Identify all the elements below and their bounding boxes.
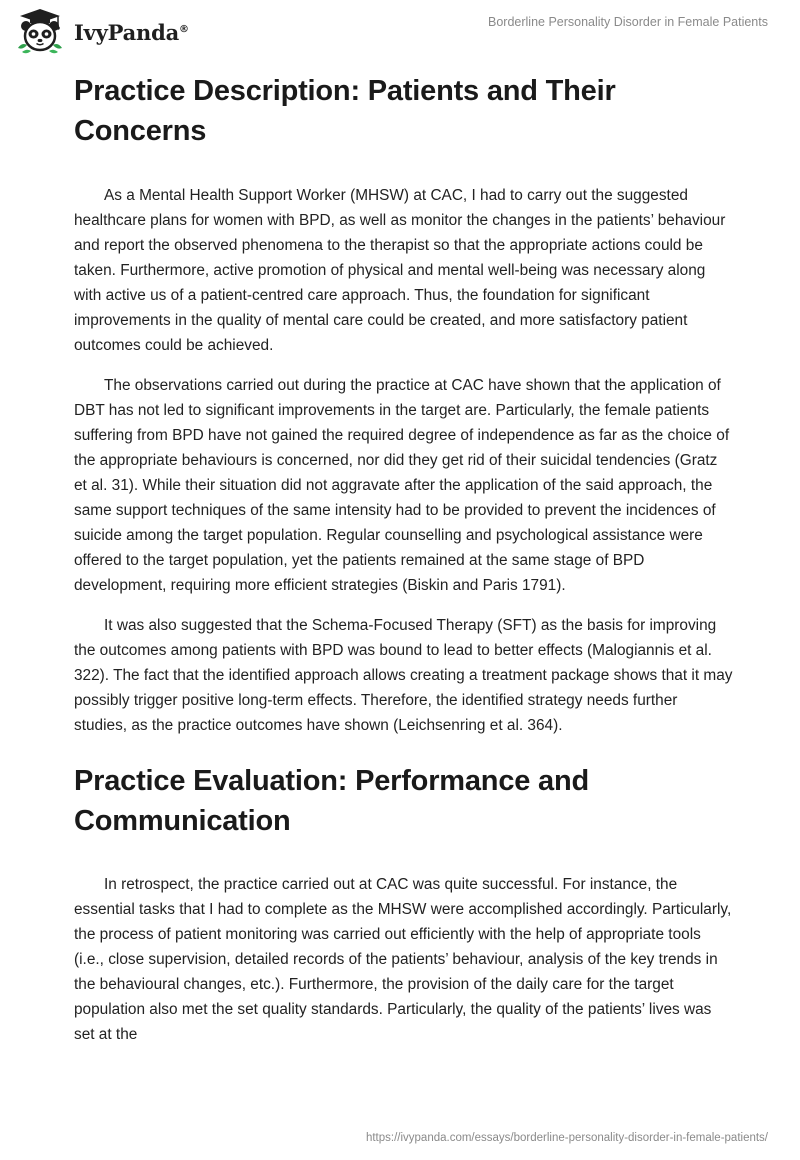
paragraph: It was also suggested that the Schema-Focused Therapy (SFT) as the basis for improving the outcomes among patients with BPD was bound to lead to better effects (Malogiannis et al. 322). The fact that the identified approach allows creating a treatment package shows that it may possibly trigger positive long-term effects. Therefore, the identified strategy needs further studies, as the practice outcomes have shown (Leichsenring et al. 364).	[74, 617, 733, 734]
essay-body	[74, 70, 734, 1047]
panda-graduate-icon	[14, 8, 66, 54]
source-url[interactable]: https://ivypanda.com/essays/borderline-personality-disorder-in-female-patients/	[365, 1132, 768, 1144]
page-header	[0, 0, 800, 64]
brand-name: IvyPanda®	[74, 19, 189, 45]
ivypanda-logo[interactable]	[14, 8, 189, 54]
section-heading: Practice Description: Patients and Their Concerns	[74, 75, 616, 147]
section-heading: Practice Evaluation: Performance and Communication	[74, 765, 589, 837]
document-title: Borderline Personality Disorder in Female Patients	[488, 15, 768, 29]
paragraph: The observations carried out during the practice at CAC have shown that the application of DBT has not led to significant improvements in the target are. Particularly, the female patients suffering from BPD have not gained the required degree of independence as far as the choice of the appropriate behaviours is concerned, nor did they get rid of their suicidal tendencies (Gratz et al. 31). While their situation did not aggravate after the application of the said approach, the same support techniques of the same intensity had to be provided to prevent the incidences of suicide among the target population. Regular counselling and psychological assistance were offered to the target population, yet the patients remained at the same stage of BPD development, requiring more efficient strategies (Biskin and Paris 1791).	[74, 377, 730, 594]
paragraph: As a Mental Health Support Worker (MHSW) at CAC, I had to carry out the suggested healthcare plans for women with BPD, as well as monitor the changes in the patients’ behaviour and report the observed phenomena to the therapist so that the appropriate actions could be taken. Furthermore, active promotion of physical and mental well-being was necessary along with active us of a patient-centred care approach. Thus, the foundation for significant improvements in the quality of mental care could be created, and more satisfactory patient outcomes could be achieved.	[74, 187, 726, 354]
paragraph: In retrospect, the practice carried out at CAC was quite successful. For instance, the essential tasks that I had to complete as the MHSW were accomplished accordingly. Particularly, the process of patient monitoring was carried out efficiently with the help of appropriate tools (i.e., close supervision, detailed records of the patients’ behaviour, analysis of the key trends in the behavioural changes, etc.). Furthermore, the provision of the daily care for the target population also met the set quality standards. Particularly, the quality of the patients’ lives was set at the	[74, 876, 732, 1043]
